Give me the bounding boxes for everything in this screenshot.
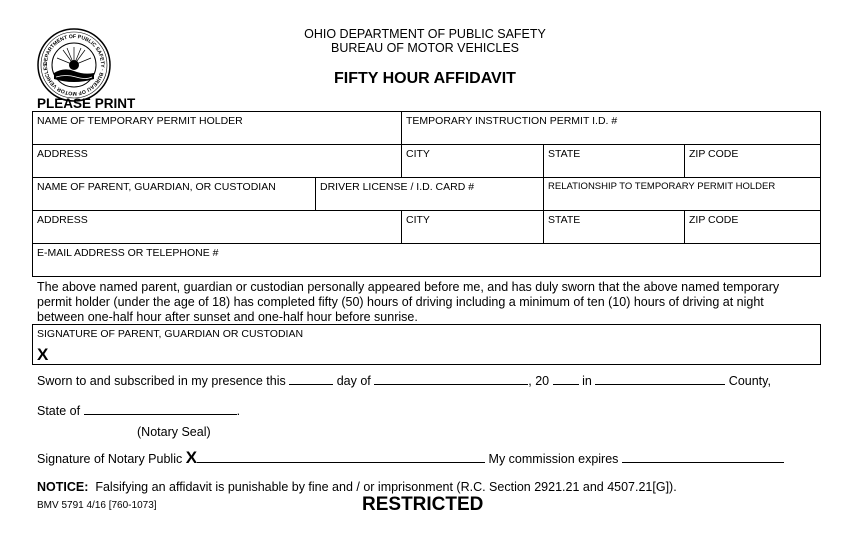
parent-address-label: ADDRESS: [37, 214, 88, 226]
county-label: County,: [728, 374, 771, 388]
holder-address-field[interactable]: [32, 144, 402, 178]
state-of-input[interactable]: [84, 403, 237, 415]
holder-zip-field[interactable]: [684, 144, 821, 178]
parent-state-field[interactable]: [543, 210, 685, 244]
sworn-prefix: Sworn to and subscribed in my presence this: [37, 374, 286, 388]
notice-text: Falsifying an affidavit is punishable by fine and / or imprisonment (R.C. Section 2921.21 and 4507.21[G]).: [95, 480, 677, 494]
email-phone-field[interactable]: [32, 243, 821, 277]
parent-zip-field[interactable]: [684, 210, 821, 244]
state-of-line: [37, 403, 240, 418]
please-print-label: PLEASE PRINT: [37, 96, 136, 111]
restricted-label: RESTRICTED: [362, 494, 484, 515]
agency-name: OHIO DEPARTMENT OF PUBLIC SAFETY: [304, 27, 546, 41]
notary-signature-label: Signature of Notary Public: [37, 452, 183, 466]
state-of-period: .: [236, 404, 241, 418]
holder-address-label: ADDRESS: [37, 148, 88, 160]
affidavit-statement: The above named parent, guardian or custodian personally appeared before me, and has duly sworn that the above named temporary permit holder (under the age of 18) has completed fifty (50) hours of driving including a minimum of ten (10) hours of driving at night between one-half hour after sunset and one-half hour before sunrise.: [37, 280, 780, 324]
notice: [37, 480, 677, 494]
sworn-year-input[interactable]: [553, 373, 579, 385]
notary-signature-input[interactable]: [197, 451, 485, 463]
permit-id-field[interactable]: [401, 111, 821, 145]
year-prefix: , 20: [528, 374, 550, 388]
signature-label: SIGNATURE OF PARENT, GUARDIAN OR CUSTODIAN: [37, 328, 304, 340]
day-of-label: day of: [336, 374, 371, 388]
sworn-month-input[interactable]: [374, 373, 528, 385]
signature-x-mark: X: [37, 345, 49, 364]
notary-seal-label: (Notary Seal): [137, 425, 211, 439]
commission-expires-input[interactable]: [622, 451, 784, 463]
driver-license-label: DRIVER LICENSE / I.D. CARD #: [320, 181, 475, 193]
holder-city-field[interactable]: [401, 144, 544, 178]
parent-state-label: STATE: [548, 214, 581, 226]
holder-name-label: NAME OF TEMPORARY PERMIT HOLDER: [37, 115, 243, 127]
notary-signature-line: [37, 448, 784, 468]
county-input[interactable]: [595, 373, 725, 385]
relationship-field[interactable]: [543, 177, 821, 211]
holder-city-label: CITY: [406, 148, 430, 160]
relationship-label: RELATIONSHIP TO TEMPORARY PERMIT HOLDER: [548, 181, 776, 192]
parent-name-label: NAME OF PARENT, GUARDIAN, OR CUSTODIAN: [37, 181, 276, 193]
form-number: BMV 5791 4/16 [760-1073]: [37, 500, 157, 511]
commission-label: My commission expires: [488, 452, 619, 466]
sworn-day-input[interactable]: [289, 373, 333, 385]
holder-zip-label: ZIP CODE: [689, 148, 739, 160]
permit-id-label: TEMPORARY INSTRUCTION PERMIT I.D. #: [406, 115, 618, 127]
parent-city-field[interactable]: [401, 210, 544, 244]
parent-city-label: CITY: [406, 214, 430, 226]
notary-x-mark: X: [185, 448, 198, 467]
form-title: FIFTY HOUR AFFIDAVIT: [334, 70, 516, 87]
holder-name-field[interactable]: [32, 111, 402, 145]
email-phone-label: E-MAIL ADDRESS OR TELEPHONE #: [37, 247, 219, 259]
parent-signature-field[interactable]: [32, 324, 821, 365]
parent-zip-label: ZIP CODE: [689, 214, 739, 226]
holder-state-label: STATE: [548, 148, 581, 160]
state-of-label: State of: [37, 404, 81, 418]
driver-license-field[interactable]: [315, 177, 544, 211]
holder-state-field[interactable]: [543, 144, 685, 178]
parent-address-field[interactable]: [32, 210, 402, 244]
svg-text:DEPARTMENT OF PUBLIC SAFETY ·: DEPARTMENT OF PUBLIC SAFETY · BUREAU OF MOTOR VEHICLES: [42, 33, 106, 97]
bureau-name: BUREAU OF MOTOR VEHICLES: [331, 41, 519, 55]
sworn-line: [37, 373, 771, 388]
in-label: in: [582, 374, 592, 388]
parent-name-field[interactable]: [32, 177, 316, 211]
notice-label: NOTICE:: [37, 480, 89, 494]
